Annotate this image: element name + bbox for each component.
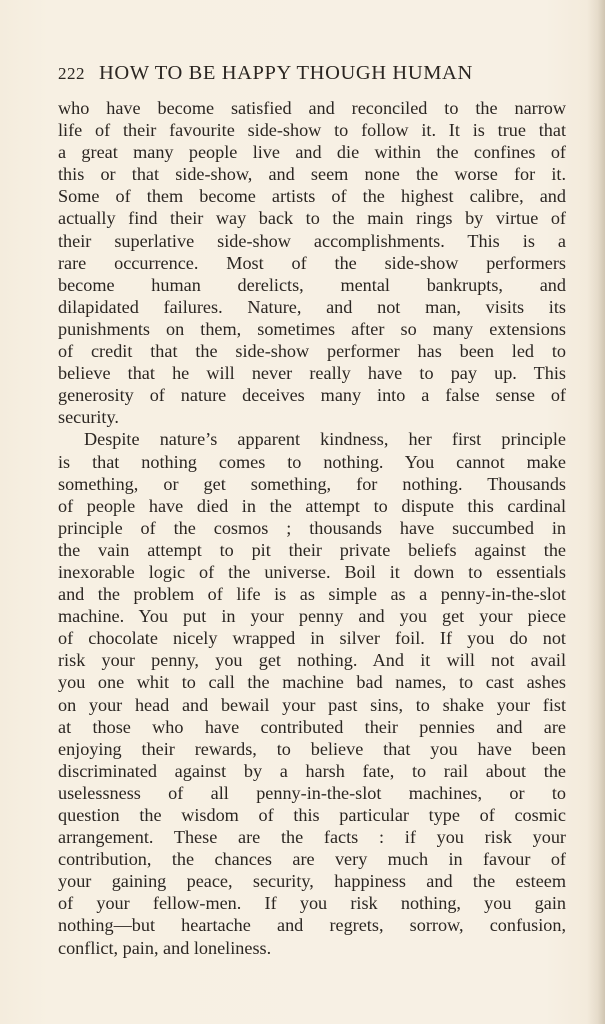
text-line: your gaining peace, security, happiness and the esteem — [58, 871, 566, 892]
text-line: nothing—but heartache and regrets, sorrow, confusion, — [58, 915, 566, 936]
text-line: generosity of nature deceives many into a false sense of — [58, 385, 566, 406]
text-line: become human derelicts, mental bankrupts, and — [58, 274, 566, 295]
text-line: on your head and bewail your past sins, to shake your fist — [58, 694, 566, 715]
text-line: enjoying their rewards, to believe that you have been — [58, 738, 566, 759]
text-line: life of their favourite side-show to follow it. It is true that — [58, 120, 566, 141]
text-line: arrangement. These are the facts : if you risk your — [58, 827, 566, 848]
text-line: you one whit to call the machine bad names, to cast ashes — [58, 672, 566, 693]
text-line: at those who have contributed their pennies and are — [58, 716, 566, 737]
book-title: HOW TO BE HAPPY THOUGH HUMAN — [99, 62, 473, 84]
text-line: conflict, pain, and loneliness. — [58, 937, 272, 958]
text-line: Despite nature’s apparent kindness, her first principle — [84, 429, 566, 450]
text-line: uselessness of all penny-in-the-slot machines, or to — [58, 782, 566, 803]
text-line: machine. You put in your penny and you get your piece — [58, 606, 566, 627]
text-line: and the problem of life is as simple as a penny-in-the-slot — [58, 584, 566, 605]
page-edge-shadow — [587, 0, 605, 1024]
text-line: their superlative side-show accomplishments. This is a — [58, 230, 566, 251]
body-text — [58, 97, 566, 959]
text-line: believe that he will never really have to pay up. This — [58, 363, 566, 384]
text-line: discriminated against by a harsh fate, to rail about the — [58, 760, 566, 781]
text-line: risk your penny, you get nothing. And it will not avail — [58, 650, 566, 671]
text-line: actually find their way back to the main rings by virtue of — [58, 208, 566, 229]
text-line: inexorable logic of the universe. Boil it down to essentials — [58, 561, 566, 582]
text-line: who have become satisfied and reconciled to the narrow — [58, 98, 566, 118]
text-line: is that nothing comes to nothing. You cannot make — [58, 451, 566, 472]
text-line: of your fellow-men. If you risk nothing, you gain — [58, 893, 566, 914]
text-line: Some of them become artists of the highest calibre, and — [58, 186, 566, 207]
text-line: principle of the cosmos ; thousands have succumbed in — [58, 517, 566, 538]
text-line: something, or get something, for nothing. Thousands — [58, 473, 566, 494]
text-line: of people have died in the attempt to dispute this cardinal — [58, 495, 566, 516]
text-line: security. — [58, 407, 119, 428]
text-line: of chocolate nicely wrapped in silver foil. If you do not — [58, 628, 566, 649]
text-line: punishments on them, sometimes after so many extensions — [58, 318, 566, 339]
text-line: this or that side-show, and seem none the worse for it. — [58, 164, 566, 185]
running-head — [58, 62, 568, 90]
text-line: of credit that the side-show performer has been led to — [58, 341, 566, 362]
page-number: 222 — [58, 64, 85, 83]
text-line: dilapidated failures. Nature, and not man, visits its — [58, 296, 566, 317]
text-line: contribution, the chances are very much in favour of — [58, 849, 566, 870]
text-line: a great many people live and die within the confines of — [58, 142, 566, 163]
text-line: question the wisdom of this particular type of cosmic — [58, 805, 566, 825]
text-line: rare occurrence. Most of the side-show performers — [58, 252, 566, 273]
text-line: the vain attempt to pit their private beliefs against the — [58, 539, 566, 560]
